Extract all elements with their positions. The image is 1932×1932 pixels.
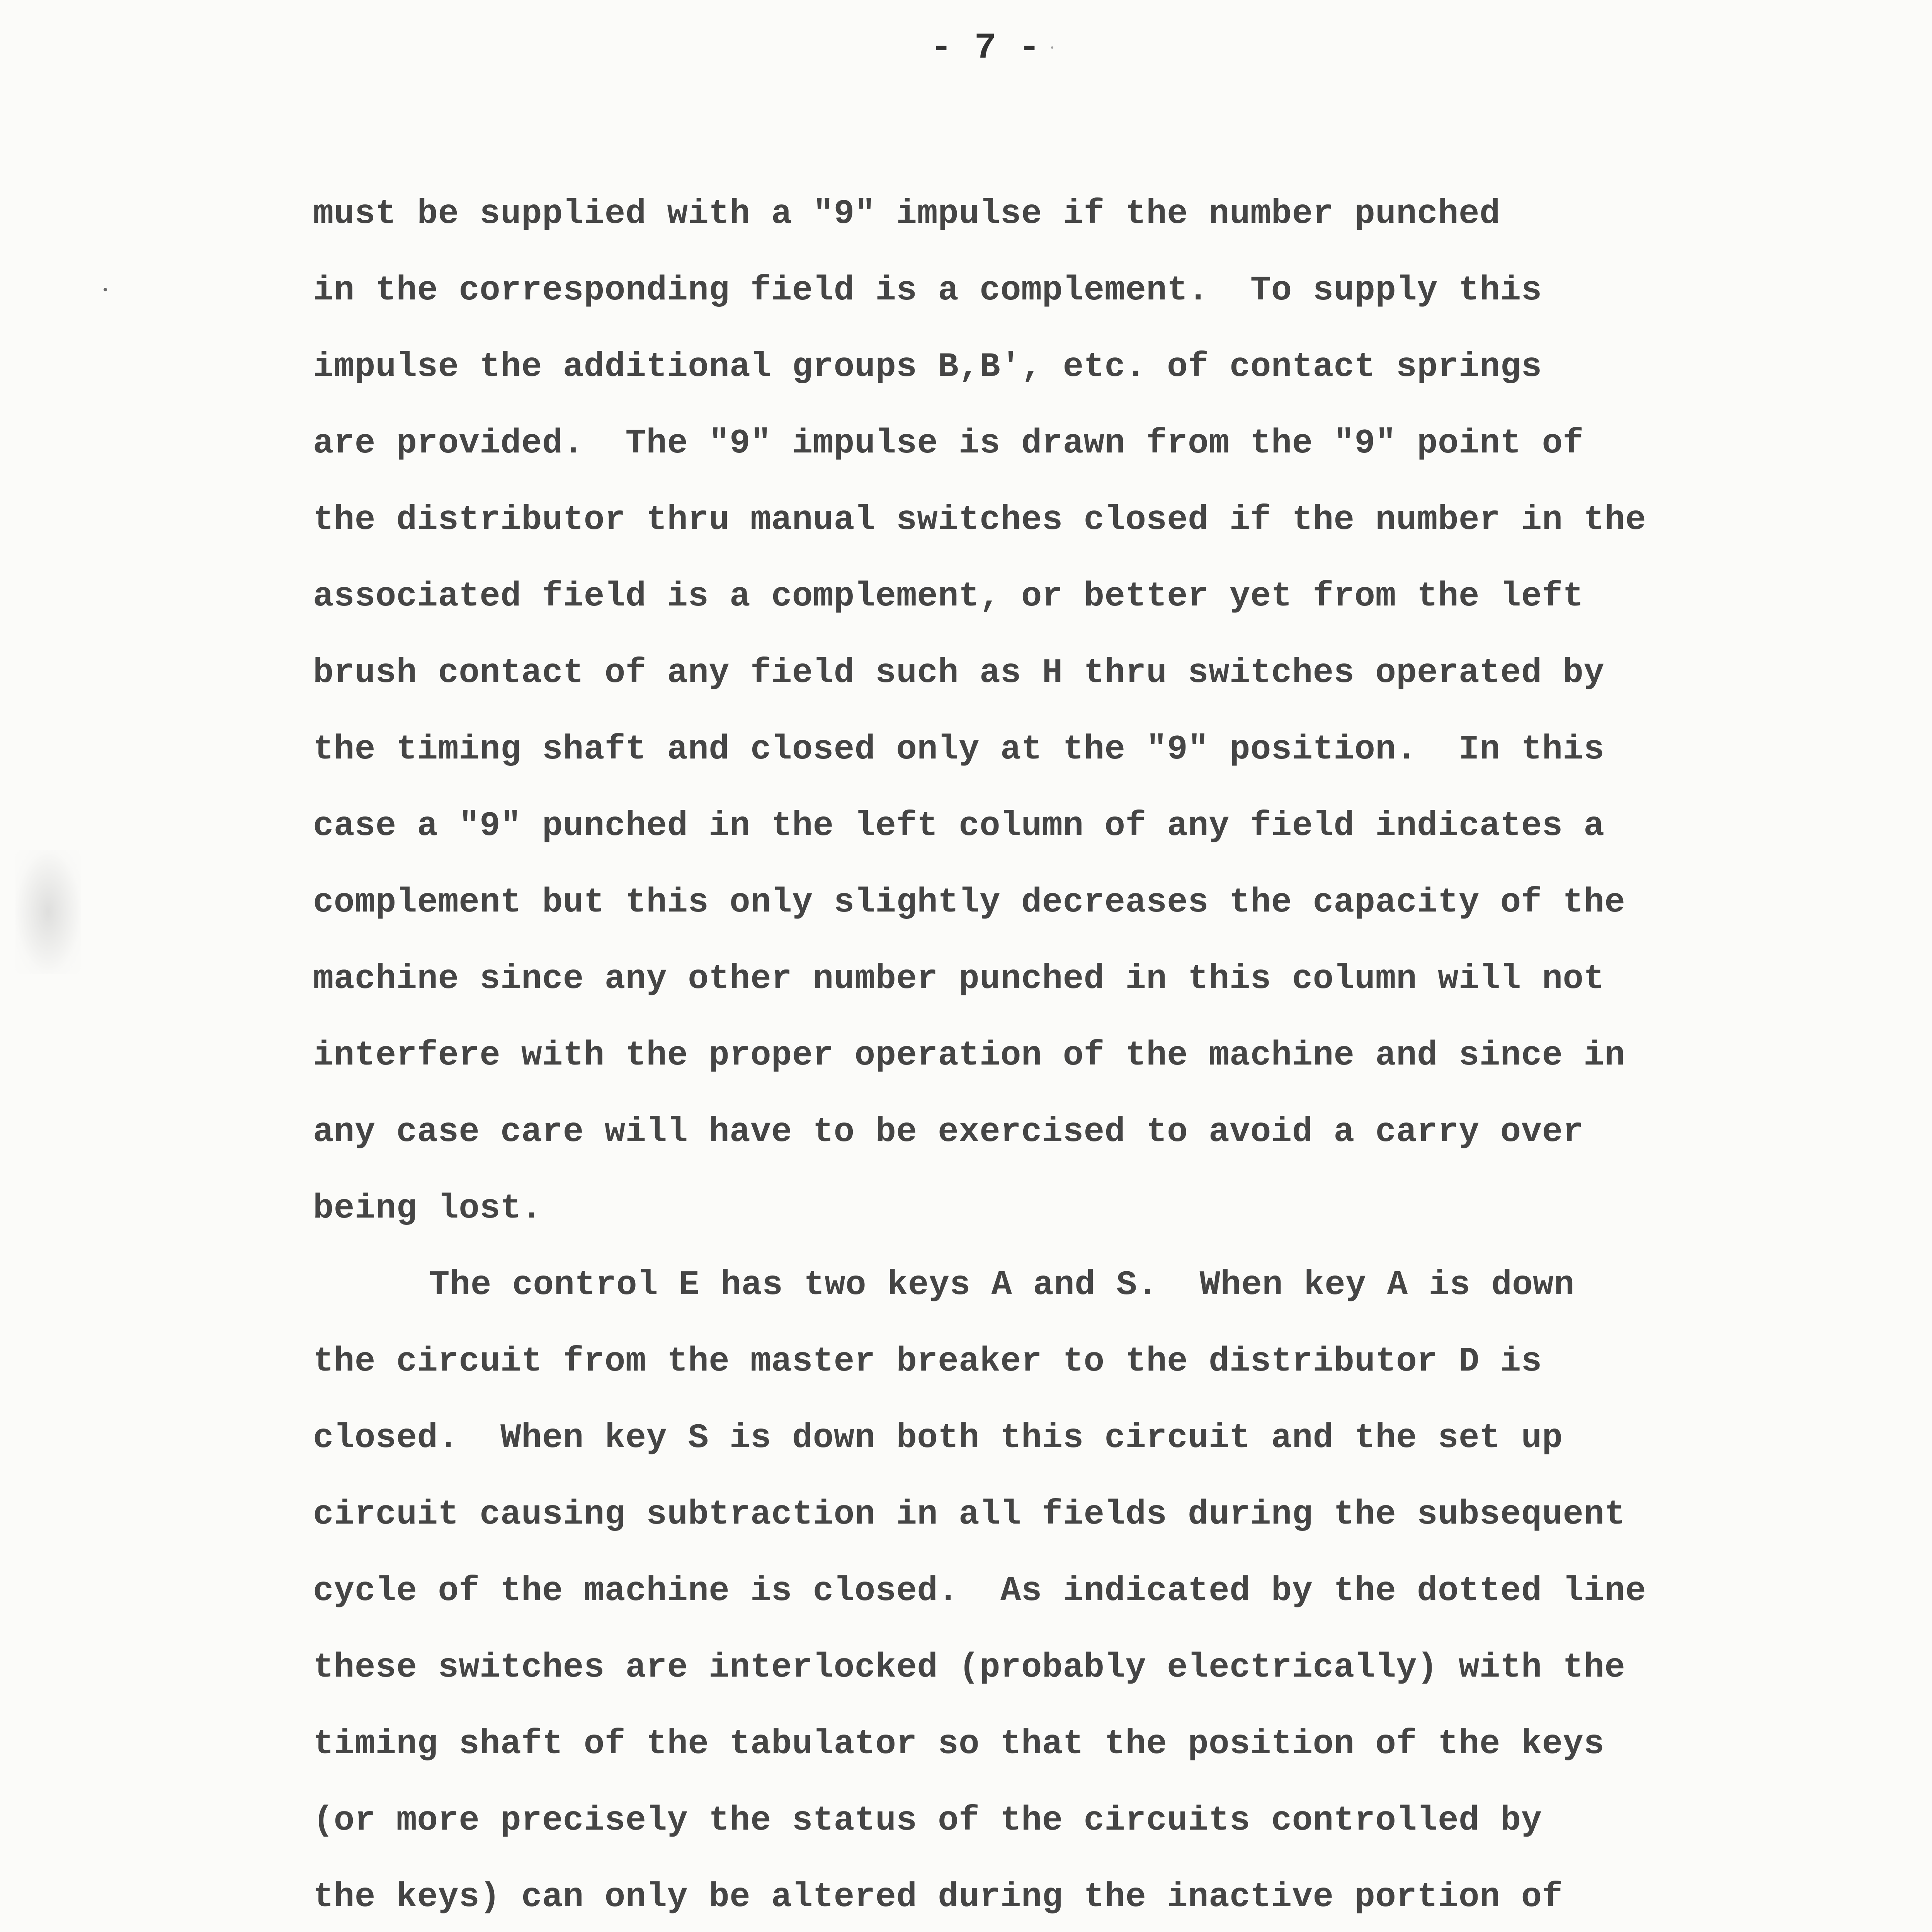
scan-smudge — [15, 850, 81, 974]
text-line: must be supplied with a "9" impulse if the number punched — [313, 194, 1500, 233]
text-line: machine since any other number punched in this column will not — [313, 959, 1605, 998]
text-line: the keys) can only be altered during the inactive portion of — [313, 1878, 1563, 1917]
text-line: closed. When key S is down both this circuit and the set up — [313, 1418, 1563, 1458]
text-line: complement but this only slightly decreases the capacity of the — [313, 883, 1626, 922]
text-line: (or more precisely the status of the circuits controlled by — [313, 1801, 1542, 1840]
scan-speck — [104, 288, 107, 291]
text-line: associated field is a complement, or better yet from the left — [313, 577, 1584, 616]
text-line: the circuit from the master breaker to the distributor D is — [313, 1342, 1542, 1381]
text-line: the timing shaft and closed only at the "9" position. In this — [313, 730, 1605, 769]
text-line: impulse the additional groups B,B', etc. of contact springs — [313, 347, 1542, 386]
text-line: brush contact of any field such as H thru switches operated by — [313, 653, 1605, 692]
text-line: timing shaft of the tabulator so that the position of the keys — [313, 1725, 1605, 1764]
text-line: the distributor thru manual switches closed if the number in the — [313, 500, 1646, 539]
text-line: are provided. The "9" impulse is drawn from the "9" point of — [313, 424, 1584, 463]
text-line: interfere with the proper operation of the machine and since in — [313, 1036, 1626, 1075]
text-line-paragraph-start: The control E has two keys A and S. When key A is down — [429, 1265, 1575, 1304]
text-line: these switches are interlocked (probably electrically) with the — [313, 1648, 1626, 1687]
body-text — [313, 176, 1897, 1932]
text-line: circuit causing subtraction in all fields during the subsequent — [313, 1495, 1626, 1534]
text-line: cycle of the machine is closed. As indicated by the dotted line — [313, 1571, 1646, 1611]
text-line: case a "9" punched in the left column of any field indicates a — [313, 806, 1605, 845]
text-line: being lost. — [313, 1189, 542, 1228]
text-line: in the corresponding field is a complement. To supply this — [313, 271, 1542, 310]
text-line: any case care will have to be exercised to avoid a carry over — [313, 1112, 1584, 1151]
page-number: - 7 - — [930, 27, 1041, 69]
